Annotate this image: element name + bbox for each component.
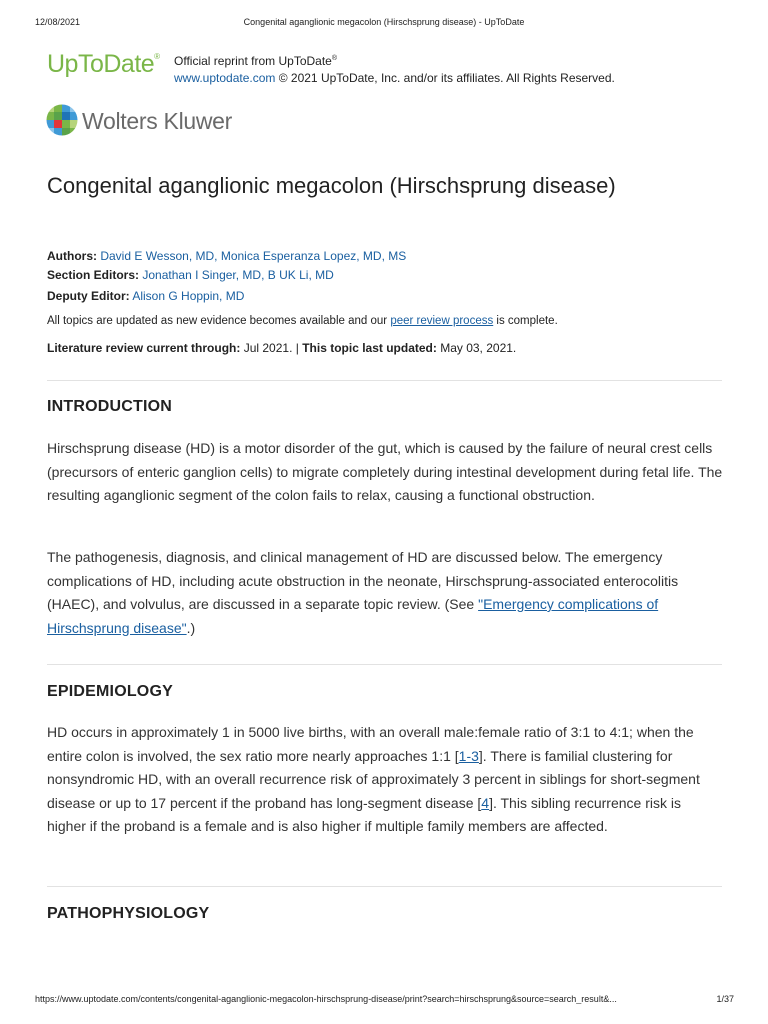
divider [47, 886, 722, 887]
deputy-editor-label: Deputy Editor: [47, 289, 130, 303]
section-heading-pathophysiology: PATHOPHYSIOLOGY [47, 905, 210, 922]
section-editors-line [47, 268, 334, 282]
reprint-line: Official reprint from UpToDate [174, 54, 332, 68]
divider [47, 664, 722, 665]
uptodate-logo[interactable]: UpToDate® [47, 50, 160, 78]
deputy-editor-value[interactable]: Alison G Hoppin, MD [132, 289, 245, 303]
peer-review-link[interactable]: peer review process [390, 315, 494, 327]
last-updated-value: May 03, 2021. [436, 341, 517, 355]
print-url: https://www.uptodate.com/contents/congenital-aganglionic-megacolon-hirschsprung-disease/print?search=hirschsprung&source=search_result&... [35, 994, 617, 1004]
copyright-text: © 2021 UpToDate, Inc. and/or its affiliates. All Rights Reserved. [278, 71, 615, 85]
print-footer [0, 994, 768, 1008]
wolters-kluwer-name: Wolters Kluwer [82, 108, 233, 134]
section-heading-epidemiology: EPIDEMIOLOGY [47, 683, 173, 700]
epidemiology-paragraph-1: HD occurs in approximately 1 in 5000 live births, with an overall male:female ratio of 3:1 to 4:1; when the entire colon is involved, the sex ratio more nearly approaches 1:1 [1-3]. There is familial clustering for nonsyndromic HD, with an overall recurrence risk of approximately 3 percent in siblings for short-segment disease or up to 17 percent if the proband has long-segment disease [4]. This sibling recurrence risk is higher if the proband is a female and is also higher if multiple family members are affected. [47, 724, 700, 834]
emergency-complications-link[interactable]: "Emergency complications of Hirschsprung disease" [47, 596, 659, 636]
page-number: 1/37 [716, 994, 734, 1004]
authors-label: Authors: [47, 249, 97, 263]
update-note: All topics are updated as new evidence becomes available and our peer review process is complete. [47, 315, 558, 327]
lit-review-value: Jul 2021. | [240, 341, 303, 355]
wolters-kluwer-globe-icon [46, 104, 78, 136]
section-editors-value[interactable]: Jonathan I Singer, MD, B UK Li, MD [142, 268, 334, 282]
uptodate-website-link[interactable]: www.uptodate.com [174, 71, 276, 85]
last-updated-label: This topic last updated: [302, 341, 437, 355]
section-heading-introduction: INTRODUCTION [47, 398, 173, 415]
literature-review-line [47, 341, 516, 355]
deputy-editor-line [47, 289, 244, 303]
print-doc-title: Congenital aganglionic megacolon (Hirschsprung disease) - UpToDate [243, 17, 525, 27]
reference-link-4[interactable]: 4 [481, 794, 490, 811]
registered-mark: ® [331, 55, 338, 62]
reference-link-1-3[interactable]: 1-3 [458, 747, 479, 764]
print-header [0, 17, 768, 31]
reprint-notice [174, 50, 615, 87]
section-editors-label: Section Editors: [47, 268, 140, 282]
print-date: 12/08/2021 [35, 17, 81, 27]
authors-value[interactable]: David E Wesson, MD, Monica Esperanza Lopez, MD, MS [100, 249, 407, 263]
brand-header [47, 46, 747, 86]
authors-line [47, 249, 406, 263]
introduction-paragraph-2: The pathogenesis, diagnosis, and clinical management of HD are discussed below. The emergency complications of HD, including acute obstruction in the neonate, Hirschsprung-associated enterocolitis (HAEC), and volvulus, are discussed in a separate topic review. (See "Emergency complications of Hirschsprung disease".) [47, 549, 679, 636]
wolters-kluwer-logo [46, 104, 266, 138]
introduction-paragraph-1: Hirschsprung disease (HD) is a motor disorder of the gut, which is caused by the failure of neural crest cells (precursors of enteric ganglion cells) to migrate completely during intestinal development during fetal life. The resulting aganglionic segment of the colon fails to relax, causing a functional obstruction. [47, 440, 723, 503]
lit-review-label: Literature review current through: [47, 341, 241, 355]
divider [47, 380, 722, 381]
article-title: Congenital aganglionic megacolon (Hirschsprung disease) [47, 173, 616, 198]
